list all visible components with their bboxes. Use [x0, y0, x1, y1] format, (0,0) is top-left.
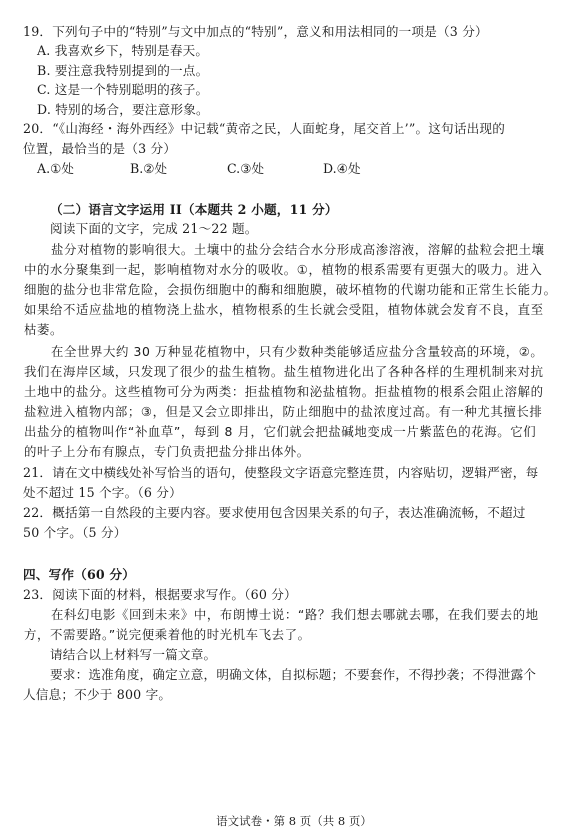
passage-line: 在全世界大约 30 万种显花植物中，只有少数种类能够适应盐分含量较高的环境，②。: [51, 344, 544, 359]
q20-stem-line2: 位置，最恰当的是（3 分）: [23, 141, 177, 156]
q23-material-line1: 在科幻电影《回到未来》中，布朗博士说：“路？我们想去哪就去哪，在我们要去的地: [51, 607, 539, 622]
passage-line: 我们在海岸区域，只发现了很少的盐生植物。盐生植物进化出了各种各样的生理机制来对抗: [24, 364, 544, 379]
q19-option-a: A. 我喜欢乡下，特别是春天。: [37, 43, 209, 58]
q23-prompt: 请结合以上材料写一篇文章。: [50, 647, 217, 662]
q19-option-c: C. 这是一个特别聪明的孩子。: [37, 82, 209, 97]
section4-heading: 四、写作（60 分）: [23, 567, 136, 582]
page-footer: 语文试卷・第 8 页（共 8 页）: [216, 814, 372, 828]
q20-option-a: A.①处: [37, 161, 74, 176]
section2-heading: （二）语言文字运用 II（本题共 2 小题，11 分）: [50, 202, 338, 217]
passage-line: 盐粒进入植物内部；③，但是又会立即排出，防止细胞中的盐浓度过高。有一种尤其擅长排: [24, 404, 543, 419]
q23-requirement-line1: 要求：选准角度，确定立意，明确文体，自拟标题；不要套作，不得抄袭；不得泄露个: [50, 667, 537, 682]
q21-line1: 21．请在文中横线处补写恰当的语句，使整段文字语意完整连贯，内容贴切，逻辑严密，每: [23, 465, 539, 480]
q21-line2: 处不超过 15 个字。（6 分）: [23, 485, 182, 500]
passage-line: 盐分对植物的影响很大。土壤中的盐分会结合水分形成高渗溶液，溶解的盐粒会把土壤: [51, 242, 545, 257]
q19-option-b: B. 要注意我特别提到的一点。: [37, 63, 209, 78]
q20-option-c: C.③处: [227, 161, 265, 176]
section2-instruction: 阅读下面的文字，完成 21～22 题。: [50, 221, 258, 236]
passage-line: 的叶子上分布有腺点，专门负责把盐分排出体外。: [24, 444, 310, 459]
passage-line: 如果给不适应盐地的植物浇上盐水，植物根系的生长就会受阻，植物体就会发育不良，直至: [24, 302, 544, 317]
passage-line: 土地中的盐分。这些植物可分为两类：拒盐植物和泌盐植物。拒盐植物的根系会阻止溶解的: [24, 384, 544, 399]
q23-material-line2: 方，不需要路。”说完便乘着他的时光机车飞去了。: [24, 627, 311, 642]
q22-line1: 22．概括第一自然段的主要内容。要求使用包含因果关系的句子，表达准确流畅，不超过: [23, 505, 526, 520]
q20-option-d: D.④处: [323, 161, 361, 176]
passage-line: 枯萎。: [24, 322, 63, 337]
q19-stem: 19．下列句子中的“特别”与文中加点的“特别”，意义和用法相同的一项是（3 分）: [23, 24, 488, 39]
passage-line: 中的水分聚集到一起，影响植物对水分的吸收。①，植物的根系需要有更强大的吸力。进入: [24, 262, 543, 277]
q20-option-b: B.②处: [130, 161, 168, 176]
passage-line: 出盐分的植物叫作“补血草”，每到 8 月，它们就会把盐碱地变成一片紫蓝色的花海。它们: [24, 424, 537, 439]
q20-stem-line1: 20．“《山海经・海外西经》中记载“黄帝之民，人面蛇身，尾交首上’”。这句话出现的: [23, 121, 506, 136]
q19-option-d: D. 特别的场合，要注意形象。: [37, 102, 209, 117]
q22-line2: 50 个字。（5 分）: [23, 525, 127, 540]
q23-requirement-line2: 人信息；不少于 800 字。: [23, 687, 172, 702]
q23-stem: 23．阅读下面的材料，根据要求写作。（60 分）: [23, 587, 297, 602]
passage-line: 细胞的盐分也非常危险，会损伤细胞中的酶和细胞膜，破坏植物的代谢功能和正常生长能力。: [24, 282, 557, 297]
